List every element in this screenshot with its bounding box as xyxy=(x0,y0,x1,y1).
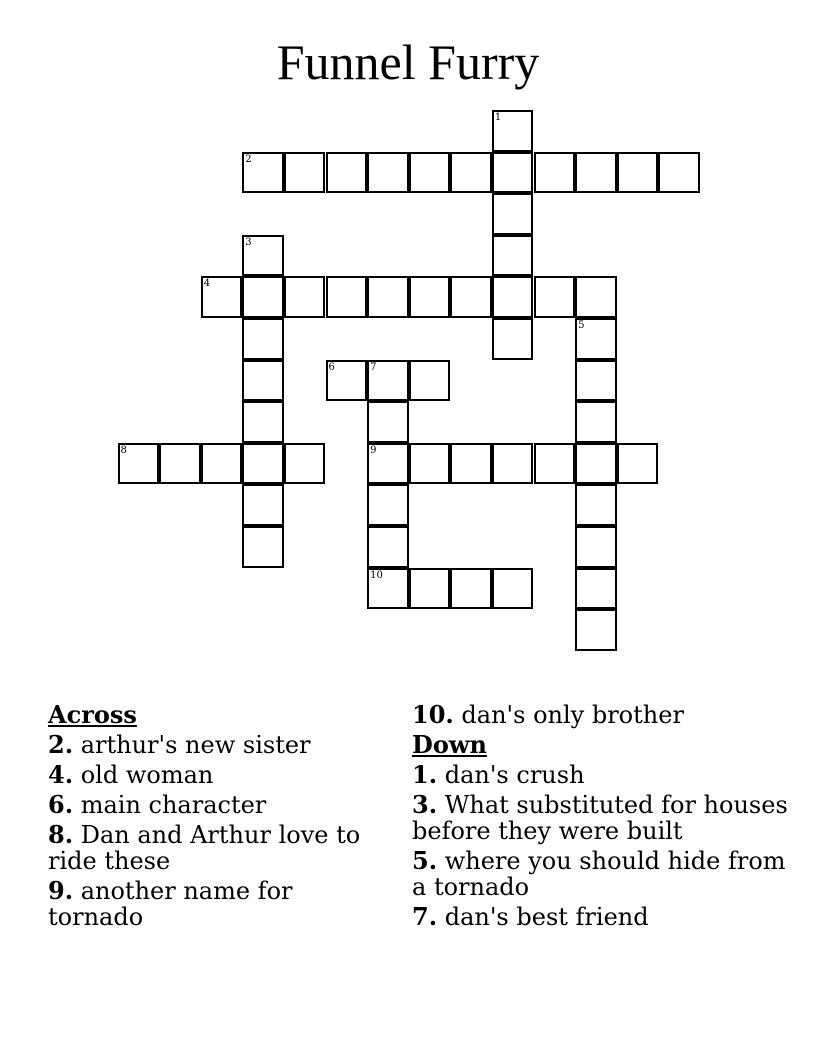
clues-left-column xyxy=(48,702,388,934)
grid-cell[interactable] xyxy=(242,526,284,568)
grid-cell[interactable] xyxy=(575,484,617,526)
grid-cell[interactable] xyxy=(367,276,409,318)
grid-cell[interactable] xyxy=(575,609,617,651)
grid-cell[interactable] xyxy=(534,443,576,485)
cell-number: 9 xyxy=(370,444,377,456)
clue-down-1 xyxy=(412,762,792,788)
cell-number: 1 xyxy=(494,112,502,123)
cell-number: 8 xyxy=(120,444,127,456)
grid-cell[interactable] xyxy=(367,443,409,485)
grid-cell[interactable] xyxy=(201,443,243,485)
grid-cell[interactable] xyxy=(326,276,368,318)
clue-across-9 xyxy=(48,878,388,930)
grid-cell[interactable] xyxy=(617,443,659,485)
clue-text: Dan and Arthur love to ride these xyxy=(48,821,361,875)
grid-cell[interactable] xyxy=(367,401,409,443)
clue-across-6 xyxy=(48,792,388,818)
grid-cell[interactable] xyxy=(367,568,409,610)
clue-number: 6. xyxy=(48,790,74,819)
clue-text: old woman xyxy=(80,761,214,789)
grid-cell[interactable] xyxy=(575,276,617,318)
clue-number: 9. xyxy=(48,876,74,905)
grid-cell[interactable] xyxy=(575,152,617,194)
grid-cell[interactable] xyxy=(159,443,201,485)
across-heading: Across xyxy=(48,700,137,729)
grid-cell[interactable] xyxy=(242,360,284,402)
clue-across-10 xyxy=(412,702,792,728)
cell-number: 5 xyxy=(578,320,585,331)
grid-cell[interactable] xyxy=(492,110,534,152)
grid-cell[interactable] xyxy=(409,152,451,194)
clue-down-3 xyxy=(412,792,792,844)
clue-number: 8. xyxy=(48,820,74,849)
clues-right-column xyxy=(412,702,792,934)
grid-cell[interactable] xyxy=(492,443,534,485)
clue-down-5 xyxy=(412,848,792,900)
clue-text: where you should hide from a tornado xyxy=(412,847,786,901)
clue-number: 4. xyxy=(48,760,74,789)
cell-number: 2 xyxy=(245,153,252,165)
grid-cell[interactable] xyxy=(534,276,576,318)
grid-cell[interactable] xyxy=(201,276,243,318)
grid-cell[interactable] xyxy=(492,276,534,318)
grid-cell[interactable] xyxy=(492,193,534,235)
clue-number: 5. xyxy=(412,846,438,875)
grid-cell[interactable] xyxy=(492,235,534,277)
grid-cell[interactable] xyxy=(367,526,409,568)
clue-text: arthur's new sister xyxy=(80,731,311,759)
grid-cell[interactable] xyxy=(575,568,617,610)
down-heading: Down xyxy=(412,730,487,759)
cell-number: 6 xyxy=(328,361,335,373)
grid-cell[interactable] xyxy=(242,276,284,318)
cell-number: 10 xyxy=(370,569,383,581)
grid-cell[interactable] xyxy=(118,443,160,485)
clue-text: another name for tornado xyxy=(48,877,293,931)
grid-cell[interactable] xyxy=(450,152,492,194)
grid-cell[interactable] xyxy=(492,318,534,360)
grid-cell[interactable] xyxy=(242,484,284,526)
grid-cell[interactable] xyxy=(492,568,534,610)
grid-cell[interactable] xyxy=(409,443,451,485)
grid-cell[interactable] xyxy=(575,401,617,443)
grid-cell[interactable] xyxy=(450,443,492,485)
grid-cell[interactable] xyxy=(242,401,284,443)
grid-cell[interactable] xyxy=(284,152,326,194)
clue-down-7 xyxy=(412,904,792,930)
grid-cell[interactable] xyxy=(242,443,284,485)
grid-cell[interactable] xyxy=(575,526,617,568)
grid-cell[interactable] xyxy=(617,152,659,194)
cell-number: 3 xyxy=(245,236,252,248)
grid-cell[interactable] xyxy=(242,152,284,194)
grid-cell[interactable] xyxy=(367,360,409,402)
clue-number: 1. xyxy=(412,760,438,789)
grid-cell[interactable] xyxy=(409,568,451,610)
clue-across-4 xyxy=(48,762,388,788)
grid-cell[interactable] xyxy=(450,276,492,318)
grid-cell[interactable] xyxy=(575,443,617,485)
grid-cell[interactable] xyxy=(326,360,368,402)
clue-text: main character xyxy=(80,791,267,819)
grid-cell[interactable] xyxy=(492,152,534,194)
grid-cell[interactable] xyxy=(575,360,617,402)
grid-cell[interactable] xyxy=(367,484,409,526)
clue-text: dan's best friend xyxy=(444,903,649,931)
clue-across-2 xyxy=(48,732,388,758)
clue-number: 3. xyxy=(412,790,438,819)
grid-cell[interactable] xyxy=(409,276,451,318)
clue-number: 2. xyxy=(48,730,74,759)
grid-cell[interactable] xyxy=(326,152,368,194)
grid-cell[interactable] xyxy=(284,443,326,485)
clue-number: 7. xyxy=(412,902,438,931)
grid-cell[interactable] xyxy=(575,318,617,360)
grid-cell[interactable] xyxy=(242,235,284,277)
puzzle-title: Funnel Furry xyxy=(276,34,540,90)
clue-across-8 xyxy=(48,822,388,874)
grid-cell[interactable] xyxy=(284,276,326,318)
cell-number: 7 xyxy=(370,361,377,373)
grid-cell[interactable] xyxy=(367,152,409,194)
clue-text: dan's crush xyxy=(444,761,585,789)
clue-text: What substituted for houses before they were built xyxy=(412,791,788,845)
grid-cell[interactable] xyxy=(658,152,700,194)
cell-number: 4 xyxy=(203,278,211,290)
grid-cell[interactable] xyxy=(450,568,492,610)
clue-text: dan's only brother xyxy=(461,701,684,729)
clue-number: 10. xyxy=(412,700,454,729)
grid-cell[interactable] xyxy=(409,360,451,402)
grid-cell[interactable] xyxy=(534,152,576,194)
grid-cell[interactable] xyxy=(242,318,284,360)
